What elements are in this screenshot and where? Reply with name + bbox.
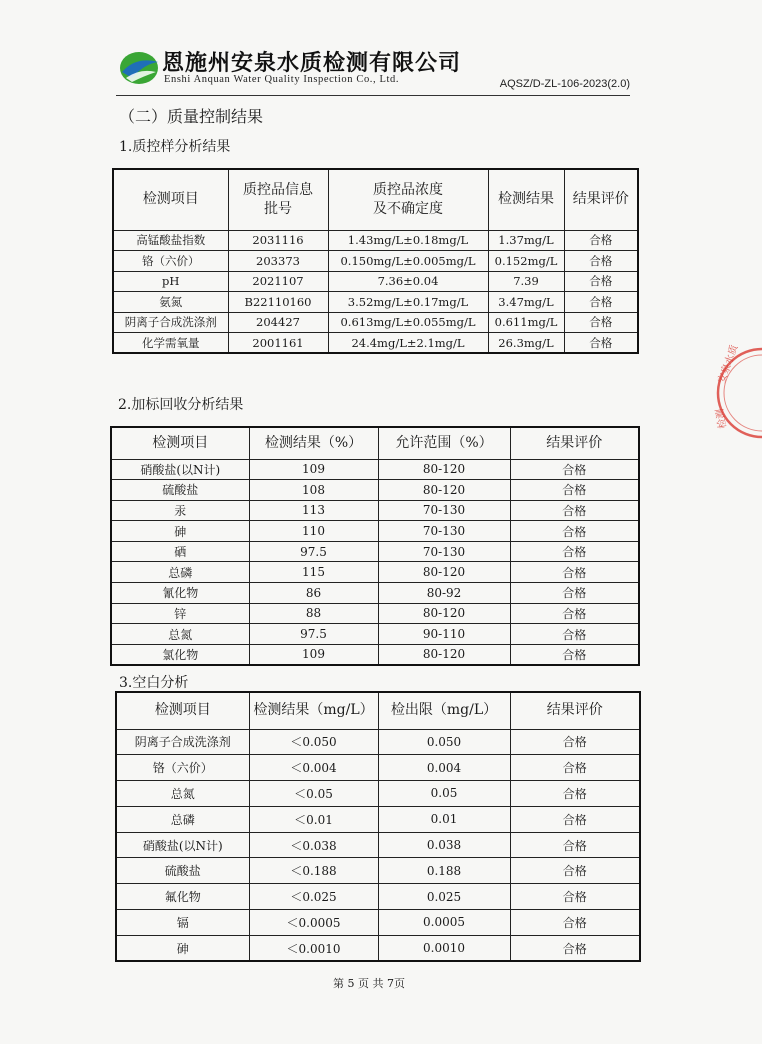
table-cell: 总磷 <box>116 806 249 832</box>
table-cell: 砷 <box>111 521 249 542</box>
table-cell: 0.150mg/L±0.005mg/L <box>328 251 488 272</box>
table-cell: 合格 <box>510 541 639 562</box>
table-row <box>116 935 640 961</box>
company-logo-icon <box>118 48 160 86</box>
document-code: AQSZ/D-ZL-106-2023(2.0) <box>499 78 630 90</box>
company-name-en: Enshi Anquan Water Quality Inspection Co., Ltd. <box>164 74 400 85</box>
table-cell: 硝酸盐(以N计) <box>116 832 249 858</box>
table-row <box>116 832 640 858</box>
table-cell: 70-130 <box>378 521 510 542</box>
table-cell: B22110160 <box>228 292 328 313</box>
table-cell: 氰化物 <box>111 583 249 604</box>
table-row <box>116 781 640 807</box>
table-cell: 合格 <box>510 521 639 542</box>
table-cell: 氨氮 <box>113 292 228 313</box>
table-header-row <box>116 692 640 729</box>
table-cell: 204427 <box>228 312 328 333</box>
table-cell: 合格 <box>510 500 639 521</box>
recovery-title: 2.加标回收分析结果 <box>118 397 244 413</box>
page-header <box>118 44 630 96</box>
table-row <box>111 500 639 521</box>
table-cell: 1.37mg/L <box>488 230 564 251</box>
header-rule <box>116 95 630 96</box>
table-cell: 硫酸盐 <box>111 480 249 501</box>
table-cell: 镉 <box>116 910 249 936</box>
table-header-row <box>113 169 638 230</box>
table-cell: 70-130 <box>378 500 510 521</box>
table-cell: 80-120 <box>378 480 510 501</box>
company-name-cn: 恩施州安泉水质检测有限公司 <box>162 50 462 76</box>
table-cell: 3.47mg/L <box>488 292 564 313</box>
stamp-seal-icon <box>714 328 762 458</box>
table-cell: 合格 <box>510 806 640 832</box>
column-header: 检出限（mg/L） <box>378 692 510 729</box>
column-header: 结果评价 <box>510 427 639 459</box>
table-cell: 合格 <box>510 755 640 781</box>
table-cell: 合格 <box>510 624 639 645</box>
table-row <box>111 644 639 665</box>
table-cell: 80-120 <box>378 644 510 665</box>
table-cell: 80-120 <box>378 562 510 583</box>
table-cell: 砷 <box>116 935 249 961</box>
table-cell: 109 <box>249 644 378 665</box>
section-title: （二）质量控制结果 <box>119 107 264 126</box>
table-cell: 氟化物 <box>116 884 249 910</box>
table-row <box>116 729 640 755</box>
svg-text:检测: 检测 <box>714 407 729 430</box>
table-row <box>116 910 640 936</box>
table-cell: ＜0.050 <box>249 729 378 755</box>
table-row <box>111 480 639 501</box>
column-header: 检测结果（mg/L） <box>249 692 378 729</box>
table-cell: 2021107 <box>228 271 328 292</box>
table-cell: 合格 <box>564 251 638 272</box>
table-cell: 汞 <box>111 500 249 521</box>
column-header: 检测项目 <box>113 169 228 230</box>
table-cell: 2001161 <box>228 333 328 354</box>
table-cell: 109 <box>249 459 378 480</box>
table-cell: ＜0.038 <box>249 832 378 858</box>
qc-sample-table <box>112 168 639 354</box>
table-cell: 合格 <box>510 583 639 604</box>
table-cell: 88 <box>249 603 378 624</box>
table-row <box>113 230 638 251</box>
table-cell: 115 <box>249 562 378 583</box>
table-cell: ＜0.025 <box>249 884 378 910</box>
table-row <box>113 292 638 313</box>
table-cell: 113 <box>249 500 378 521</box>
table-cell: 80-120 <box>378 603 510 624</box>
table-cell: 3.52mg/L±0.17mg/L <box>328 292 488 313</box>
table-cell: ＜0.188 <box>249 858 378 884</box>
table-cell: ＜0.01 <box>249 806 378 832</box>
column-header: 检测项目 <box>111 427 249 459</box>
table-cell: 合格 <box>510 562 639 583</box>
table-cell: 0.611mg/L <box>488 312 564 333</box>
table-cell: 合格 <box>510 603 639 624</box>
table-cell: 化学需氧量 <box>113 333 228 354</box>
table-cell: 0.004 <box>378 755 510 781</box>
table-cell: 硒 <box>111 541 249 562</box>
page-number: 第 5 页 共 7页 <box>333 977 405 990</box>
table-cell: 合格 <box>510 884 640 910</box>
table-cell: 110 <box>249 521 378 542</box>
table-cell: 锌 <box>111 603 249 624</box>
table-cell: 0.01 <box>378 806 510 832</box>
table-row <box>111 459 639 480</box>
table-cell: ＜0.004 <box>249 755 378 781</box>
table-cell: 26.3mg/L <box>488 333 564 354</box>
table-cell: ＜0.0010 <box>249 935 378 961</box>
table-cell: 合格 <box>510 781 640 807</box>
table-cell: 0.152mg/L <box>488 251 564 272</box>
table-header-row <box>111 427 639 459</box>
table-row <box>116 806 640 832</box>
table-cell: 铬（六价） <box>113 251 228 272</box>
table-cell: 0.613mg/L±0.055mg/L <box>328 312 488 333</box>
column-header: 质控品信息 批号 <box>228 169 328 230</box>
table-row <box>113 271 638 292</box>
table-cell: 硫酸盐 <box>116 858 249 884</box>
table-cell: 7.39 <box>488 271 564 292</box>
table-cell: 合格 <box>564 312 638 333</box>
table-cell: 0.038 <box>378 832 510 858</box>
table-cell: 97.5 <box>249 541 378 562</box>
table-cell: 阴离子合成洗涤剂 <box>113 312 228 333</box>
table-cell: 0.050 <box>378 729 510 755</box>
table-cell: 0.0010 <box>378 935 510 961</box>
column-header: 检测项目 <box>116 692 249 729</box>
table-cell: 合格 <box>510 832 640 858</box>
table-cell: 合格 <box>564 333 638 354</box>
table-cell: 90-110 <box>378 624 510 645</box>
table-cell: 总氮 <box>111 624 249 645</box>
table-row <box>116 755 640 781</box>
table-row <box>111 521 639 542</box>
table-cell: 108 <box>249 480 378 501</box>
table-cell: 总氮 <box>116 781 249 807</box>
table-cell: 86 <box>249 583 378 604</box>
qc-sample-title: 1.质控样分析结果 <box>119 139 231 155</box>
table-cell: 7.36±0.04 <box>328 271 488 292</box>
recovery-table <box>110 426 640 666</box>
table-row <box>113 251 638 272</box>
table-cell: 合格 <box>510 729 640 755</box>
table-row <box>111 541 639 562</box>
table-cell: 合格 <box>510 935 640 961</box>
table-cell: 97.5 <box>249 624 378 645</box>
column-header: 允许范围（%） <box>378 427 510 459</box>
table-cell: 2031116 <box>228 230 328 251</box>
table-cell: 硝酸盐(以N计) <box>111 459 249 480</box>
table-cell: 总磷 <box>111 562 249 583</box>
table-cell: 合格 <box>564 292 638 313</box>
table-row <box>113 312 638 333</box>
table-cell: 合格 <box>510 459 639 480</box>
table-cell: 氯化物 <box>111 644 249 665</box>
table-cell: 1.43mg/L±0.18mg/L <box>328 230 488 251</box>
table-cell: ＜0.0005 <box>249 910 378 936</box>
column-header: 结果评价 <box>510 692 640 729</box>
table-cell: 70-130 <box>378 541 510 562</box>
table-cell: 80-92 <box>378 583 510 604</box>
table-row <box>111 583 639 604</box>
table-cell: 203373 <box>228 251 328 272</box>
svg-text:安泉水质: 安泉水质 <box>716 343 741 386</box>
blank-table <box>115 691 641 962</box>
table-cell: 合格 <box>510 858 640 884</box>
table-cell: 0.05 <box>378 781 510 807</box>
table-cell: 0.025 <box>378 884 510 910</box>
table-cell: 合格 <box>510 644 639 665</box>
column-header: 结果评价 <box>564 169 638 230</box>
table-cell: 0.188 <box>378 858 510 884</box>
table-cell: 合格 <box>510 480 639 501</box>
table-cell: 合格 <box>564 271 638 292</box>
table-cell: 0.0005 <box>378 910 510 936</box>
column-header: 检测结果 <box>488 169 564 230</box>
blank-title: 3.空白分析 <box>119 675 189 691</box>
table-row <box>111 562 639 583</box>
column-header: 检测结果（%） <box>249 427 378 459</box>
table-cell: 合格 <box>510 910 640 936</box>
table-cell: 阴离子合成洗涤剂 <box>116 729 249 755</box>
table-row <box>111 624 639 645</box>
table-row <box>116 884 640 910</box>
table-row <box>111 603 639 624</box>
table-cell: 80-120 <box>378 459 510 480</box>
table-cell: pH <box>113 271 228 292</box>
table-cell: 铬（六价） <box>116 755 249 781</box>
table-cell: 24.4mg/L±2.1mg/L <box>328 333 488 354</box>
table-cell: 高锰酸盐指数 <box>113 230 228 251</box>
table-cell: 合格 <box>564 230 638 251</box>
table-row <box>113 333 638 354</box>
column-header: 质控品浓度 及不确定度 <box>328 169 488 230</box>
table-row <box>116 858 640 884</box>
table-cell: ＜0.05 <box>249 781 378 807</box>
